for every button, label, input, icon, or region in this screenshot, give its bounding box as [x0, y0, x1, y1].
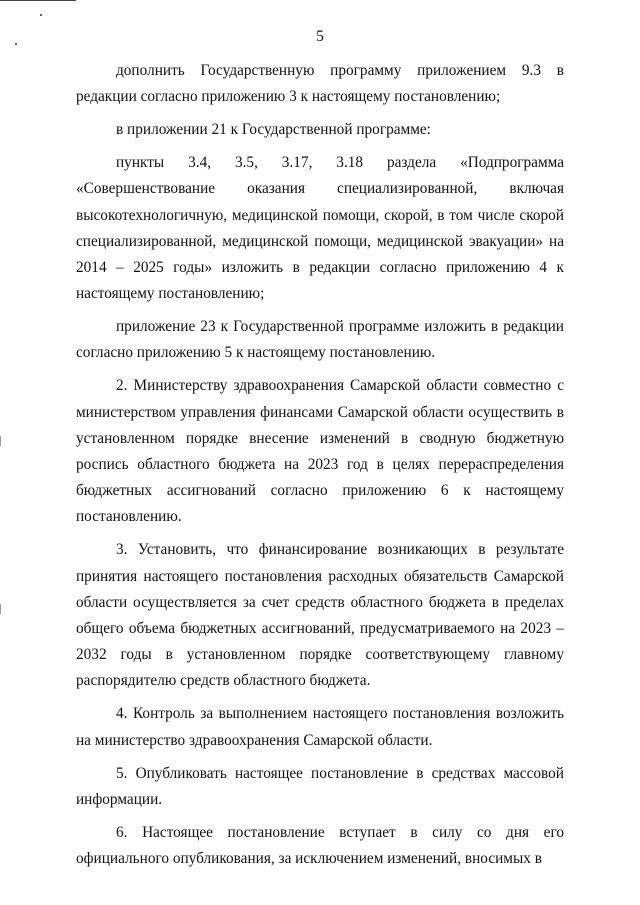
page-number: 5	[316, 28, 324, 45]
paragraph-appendix-23: приложение 23 к Государственной программе изложить в редакции согласно приложению 5 к настоящему постановлению.	[76, 318, 564, 362]
scan-margin-mark	[0, 604, 1, 614]
paragraph-item-3: 3. Установить, что финансирование возникающих в результате принятия настоящего постановления расходных обязательств Самарской области осуществляется за счет средств областного бюджета в пределах общего объема бюджетных ассигнований, предусматриваемого на 2023 – 2032 годы в установленном порядке соответствующему главному распорядителю средств областного бюджета.	[76, 541, 564, 690]
scan-dot	[40, 14, 42, 16]
paragraph-item-6: 6. Настоящее постановление вступает в силу со дня его официального опубликования, за исключением изменений, вносимых в	[76, 823, 564, 868]
paragraph-item-2: 2. Министерству здравоохранения Самарской области совместно с министерством управления финансами Самарской области осуществить в установленном порядке внесение изменений в сводную бюджетную роспись областного бюджета на 2023 год в целях перераспределения бюджетных ассигнований согласно приложению 6 к настоящему постановлению.	[76, 377, 564, 526]
paragraph-appendix-21-items: пункты 3.4, 3.5, 3.17, 3.18 раздела «Подпрограмма «Совершенствование оказания специализированной, включая высокотехнологичную, медицинской помощи, скорой, в том числе скорой специализированной, медицинской помощи, медицинской эвакуации» на 2014 – 2025 годы» изложить в редакции согласно приложению 4 к настоящему постановлению;	[76, 154, 564, 303]
paragraph-appendix-21-intro: в приложении 21 к Государственной программе:	[116, 121, 431, 139]
document-body	[76, 58, 564, 879]
paragraph-item-4: 4. Контроль за выполнением настоящего постановления возложить на министерство здравоохранения Самарской области.	[76, 705, 564, 749]
scan-margin-mark	[0, 436, 1, 446]
scan-edge-line	[0, 0, 76, 1]
paragraph-add-appendix: дополнить Государственную программу приложением 9.3 в редакции согласно приложению 3 к настоящему постановлению;	[76, 62, 564, 106]
paragraph-item-5: 5. Опубликовать настоящее постановление в средствах массовой информации.	[76, 764, 564, 808]
